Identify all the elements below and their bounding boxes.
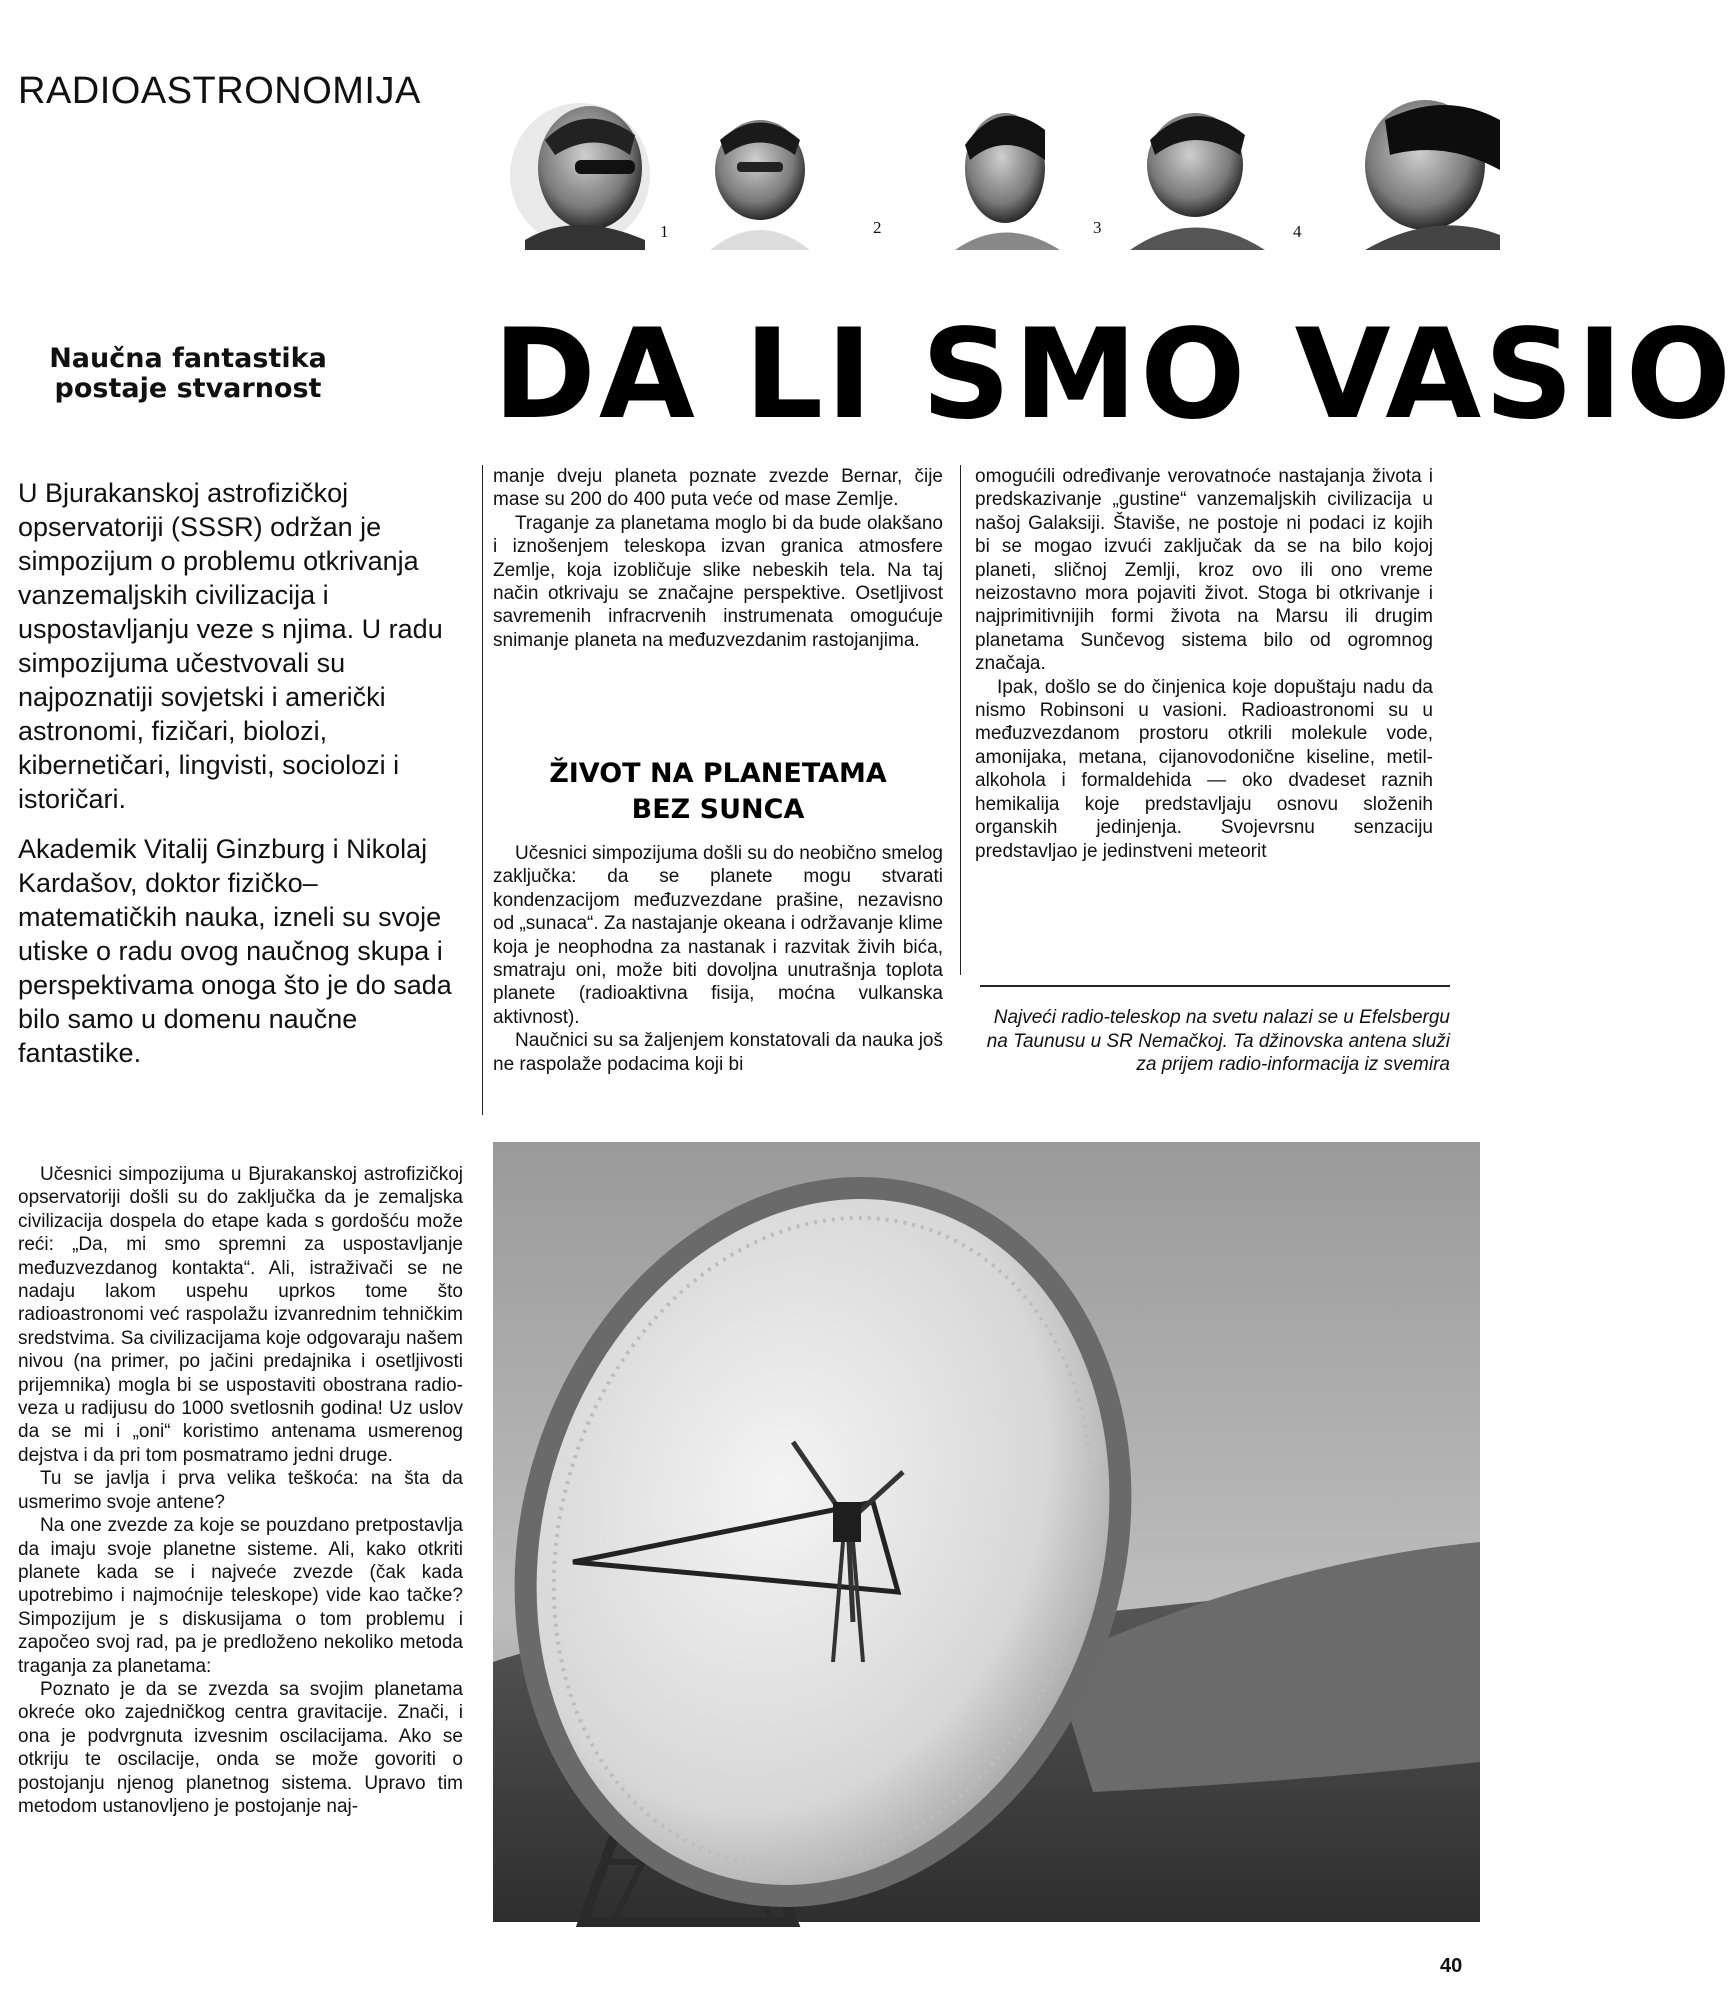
middle-paragraph-1: manje dveju planeta poznate zvezde Bernar, čije mase su 200 do 400 puta veće od mase Zemlje. (493, 466, 943, 511)
middle-paragraph-3: Učesnici simpozijuma došli su do neobično smelog zaključka: da se planete mogu stvarati kondenzacijom međuzvezdane prašine, nezavisno od „sunaca“. Za nastajanje okeana i održavanje klime koja je neophodna za nastanak i razvitak živih bića, smatraju oni, može biti dovoljna unutrašnja toplota planete (radioaktivna fisija, moćna vulkanska aktivnost). (493, 843, 943, 1028)
radio-telescope-photo (493, 1142, 1480, 1922)
caption-rule (980, 985, 1450, 987)
portrait-1 (510, 103, 650, 250)
right-column (975, 465, 1433, 863)
middle-paragraph-2: Traganje za planetama moglo bi da bude olakšano i iznošenjem teleskopa izvan granica atmosfere Zemlje, koja izobličuje slike nebeskih tela. Na taj način otkrivaju se značajne perspektive. Osetljivost savremenih infracrvenih instrumenata omogućuje snimanje planeta na međuzvezdanim rastojanjima. (493, 512, 943, 651)
section-label: RADIOASTRONOMIJA (18, 70, 421, 112)
photo-caption: Najveći radio-teleskop na svetu nalazi se u Efelsbergu na Taunusu u SR Nemačkoj. Ta džinovska antena služi za prijem radio-informacija iz svemira (986, 1007, 1450, 1075)
column-divider-1 (482, 465, 483, 1115)
subheading (493, 756, 943, 828)
right-paragraph-1: omogućili određivanje verovatnoće nastajanja života i predskazivanje „gustine“ vanzemaljskih civilizacija u našoj Galaksiji. Štaviše, ne postoje ni podaci iz kojih bi se mogao izvući zaključak da se na bilo kojoj planeti, sličnoj Zemlji, kroz ovo ili ono vreme neizostavno mora pojaviti život. Stoga bi otkrivanje i najprimitivnijih formi života na Marsu ili drugim planetama Sunčevog sistema bilo od ogromnog značaja. (975, 466, 1433, 675)
left-column (18, 1163, 463, 1818)
lead-text-1: U Bjurakanskoj astrofizičkoj opservatoriji (SSSR) održan je simpozijum o problemu otkrivanja vanzemaljskih civilizacija i uspostavljanju veze s njima. U radu simpozijuma učestvovali su najpoznatiji sovjetski i američki astronomi, fizičari, biolozi, kibernetičari, lingvisti, sociolozi i istoričari. (18, 478, 443, 814)
kicker-line-2: postaje stvarnost (54, 373, 322, 404)
right-paragraph-2: Ipak, došlo se do činjenica koje dopuštaju nadu da nismo Robinsoni u vasioni. Radioastronomi su u međuzvezdanom prostoru otkrili molekule vode, amonijaka, metana, cijanovodonične kiseline, metil-alkohola i formaldehida — oko dvadeset raznih hemikalija koje predstavljaju osnovu složenih organskih jedinjenja. Svojevrsnu senzaciju predstavljao je jedinstveni meteorit (975, 676, 1433, 862)
headline: DA LI SMO VASIO (493, 303, 1734, 447)
portrait-3 (955, 113, 1060, 250)
portraits-strip (505, 100, 1500, 250)
middle-column (493, 465, 943, 652)
left-paragraph-3: Na one zvezde za koje se pouzdano pretpostavlja da imaju svoje planetne sisteme. Ali, kako otkriti planete kada se i najveće zvezde (čak kada upotrebimo i najmoćnije teleskope) vide kao tačke? Simpozijum je s diskusijama o tom problemu i započeo svoj rad, pa je predloženo nekoliko metoda traganja za planetama: (18, 1515, 463, 1677)
left-paragraph-4: Poznato je da se zvezda sa svojim planetama okreće oko zajedničkog centra gravitacije. Znači, i ona je podvrgnuta izvesnim oscilacijama. Ako se otkriju te oscilacije, onda se može govoriti o postojanju njenog planetnog sistema. Upravo tim metodom ustanovljeno je postojanje naj- (18, 1678, 463, 1817)
subheading-line-1: ŽIVOT NA PLANETAMA (549, 758, 887, 789)
column-divider-2 (960, 465, 961, 975)
portrait-5 (1365, 100, 1500, 250)
portrait-4 (1130, 113, 1265, 250)
page-number: 40 (1440, 1955, 1463, 1977)
middle-paragraph-4: Naučnici su sa žaljenjem konstatovali da nauka još ne raspolaže podacima koji bi (493, 1030, 943, 1075)
lead-paragraph-2 (18, 832, 458, 1070)
subheading-line-2: BEZ SUNCA (631, 794, 805, 825)
portrait-number-2: 2 (873, 218, 882, 237)
portrait-number-3: 3 (1093, 218, 1102, 237)
kicker-line-1: Naučna fantastika (49, 343, 327, 374)
left-paragraph-2: Tu se javlja i prva velika teškoća: na šta da usmerimo svoje antene? (18, 1468, 463, 1513)
lead-text-2: Akademik Vitalij Ginzburg i Nikolaj Kardašov, doktor fizičko–matematičkih nauka, izneli su svoje utiske o radu ovog naučnog skupa i perspektivama onoga što je do sada bilo samo u domenu naučne fantastike. (18, 834, 452, 1068)
portrait-number-1: 1 (660, 222, 669, 241)
portrait-number-4: 4 (1293, 222, 1302, 241)
left-paragraph-1: Učesnici simpozijuma u Bjurakanskoj astrofizičkoj opservatoriji došli su do zaključka da je zemaljska civilizacija dospela do etape kada s gordošću može reći: „Da, mi smo spremni za uspostavljanje međuzvezdanog kontakta“. Ali, istraživači se ne nadaju lakom uspehu uprkos tome što radioastronomi već raspolažu izvanrednim tehničkim sredstvima. Sa civilizacijama koje odgovaraju našem nivou (na primer, po jačini predajnika i osetljivosti prijemnika) mogla bi se uspostaviti obostrana radio-veza u radijusu do 1000 svetlosnih godina! Uz uslov da se mi i „oni“ koristimo antenama usmerenog dejstva i da pri tom posmatramo jedni druge. (18, 1164, 463, 1466)
kicker (18, 344, 358, 404)
portrait-2 (710, 120, 810, 250)
middle-column-continued (493, 842, 943, 1076)
lead-paragraph-1 (18, 476, 458, 816)
